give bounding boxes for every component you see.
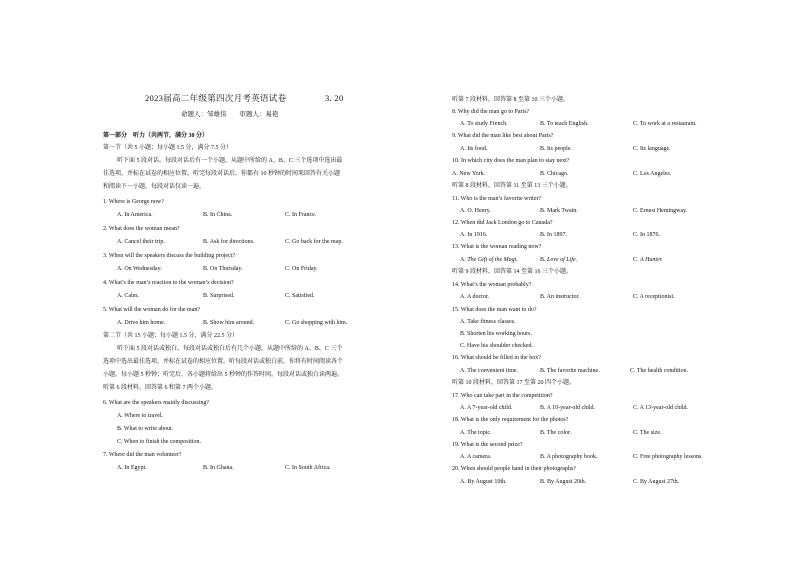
section1-title: 第一节（共 5 小题；每小题 1.5 分，满分 7.5 分） <box>103 145 233 151</box>
option-a: A. Where to travel. <box>117 413 164 419</box>
option-a: A. Its food. <box>460 146 488 152</box>
option-b: B. What to write about. <box>117 426 174 432</box>
option-c: C. In France. <box>285 212 317 218</box>
option-b: B. On Thursday. <box>203 266 243 272</box>
question-text: 16. What should be filled in the box? <box>452 355 541 361</box>
option-c: C. To work at a restaurant. <box>633 121 697 127</box>
question-text: 14. What’s the woman probably? <box>452 282 532 288</box>
question-text: 18. What is the only requirement for the photos? <box>452 417 569 423</box>
listen-instruction: 听第 9 段材料，回答第 14 至第 16 三个小题。 <box>452 269 573 275</box>
question-text: 5. What will the woman do for the man? <box>103 307 201 313</box>
part1-title: 第一部分 听力（共两节，满分 30 分） <box>103 133 209 139</box>
option-c: C. Satisfied. <box>285 293 315 299</box>
listen-instruction: 听第 7 段材料，回答第 8 至第 10 三个小题。 <box>452 97 570 103</box>
option-a: A. By August 10th. <box>460 479 507 485</box>
option-c: C. On Friday. <box>285 266 318 272</box>
question-text: 19. What is the second prize? <box>452 442 523 448</box>
option-a: A. In Egypt. <box>117 465 147 471</box>
question-text: 1. Where is George now? <box>103 199 164 205</box>
option-a: A. The topic. <box>460 430 492 436</box>
option-b: B. Shorten his working hours. <box>460 331 532 337</box>
question-text: 10. In which city does the man plan to stay next? <box>452 158 570 164</box>
option-b: B. An instructor. <box>540 294 580 300</box>
option-c: C. Have his shoulder checked. <box>460 343 533 349</box>
exam-title: 2023届高二年级第四次月考英语试卷 <box>145 93 287 103</box>
option-a: A. In America. <box>117 212 153 218</box>
option-c: C. In 1876. <box>633 232 660 238</box>
option-b: B. By August 20th. <box>540 479 587 485</box>
question-text: 8. Why did the man go to Paris? <box>452 109 530 115</box>
question-text: 20. When should people hand in their photographs? <box>452 466 576 472</box>
option-c: C. A Hunter. <box>633 257 663 263</box>
option-b: B. In China. <box>203 212 233 218</box>
question-text: 6. What are the speakers mainly discussing? <box>103 400 210 406</box>
option-b: B. Chicago. <box>540 171 569 177</box>
option-b: B. In Ghana. <box>203 465 234 471</box>
option-c: C. Free photography lessons. <box>633 454 703 460</box>
option-c: C. The health condition. <box>630 368 689 374</box>
option-c: C. A 13-year-old child. <box>633 405 689 411</box>
option-a: A. Drive him home. <box>117 320 166 326</box>
question-text: 17. Who can take part in the competition? <box>452 393 553 399</box>
question-text: 13. What is the woman reading now? <box>452 244 542 250</box>
section2-title: 第二节（共 15 小题；每小题 1.5 分，满分 22.5 分） <box>103 333 239 339</box>
option-b: B. Its people. <box>540 146 572 152</box>
option-a: A. Calm. <box>117 293 139 299</box>
option-b: B. A photography book. <box>540 454 598 460</box>
option-a: A. The convenient time. <box>460 368 519 374</box>
question-text: 3. When will the speakers discuss the building project? <box>103 253 236 259</box>
option-a: A. A doctor. <box>460 294 490 300</box>
question-text: 12. When did Jack London go to Canada? <box>452 220 553 226</box>
option-c: C. Ernest Hemingway. <box>633 208 688 214</box>
option-a: A. To study French. <box>460 121 508 127</box>
option-b: B. The favorite machine. <box>540 368 600 374</box>
option-b: B. To teach English. <box>540 121 589 127</box>
listen-instruction: 听第 10 段材料，回答第 17 至第 20 四个小题。 <box>452 380 576 386</box>
section2-instruction-line: 小题，每小题 5 秒钟；听完后，各小题将给出 5 秒钟的作答时间。每段对话或独白读两遍。 <box>103 372 344 378</box>
option-c: C. A receptionist. <box>633 294 675 300</box>
option-a: A. Cancel their trip. <box>117 239 165 245</box>
option-c: C. The size. <box>633 430 662 436</box>
listen-instruction: 听第 8 段材料，回答第 11 至第 13 三个小题。 <box>452 183 572 189</box>
option-a: A. New York. <box>452 171 486 177</box>
section1-instruction-line: 听下面 5 段对话。每段对话后有一个小题，从题中所给的 A、B、C 三个选项中选出最 <box>117 158 343 164</box>
question-text: 7. Where did the man volunteer? <box>103 452 182 458</box>
option-a: A. O. Henry. <box>460 208 491 214</box>
section2-instruction-line: 听下面 5 段对话或独白。每段对话或独白后有几个小题，从题中所给的 A、B、C 三个 <box>117 346 343 352</box>
question-text: 11. Who is the man’s favorite writer? <box>452 196 542 202</box>
section1-instruction-line: 和阅读下一小题。每段对话仅读一遍。 <box>103 184 206 190</box>
option-a: A. Take fitness classes. <box>460 319 516 325</box>
option-b: B. Mark Twain. <box>540 208 578 214</box>
option-c: C. When to finish the composition. <box>117 439 202 445</box>
exam-date: 3. 20 <box>325 93 344 103</box>
option-b: B. A 10-year-old child. <box>540 405 596 411</box>
option-b: B. Love of Life. <box>540 257 578 263</box>
question-text: 9. What did the man like best about Paris? <box>452 133 554 139</box>
question-text: 2. What does the woman mean? <box>103 226 180 232</box>
question-text: 15. What does the man want to do? <box>452 307 537 313</box>
option-a: A. In 1916. <box>460 232 488 238</box>
option-a: A. A 7-year-old child. <box>460 405 513 411</box>
option-c: C. Its language. <box>633 146 671 152</box>
section1-instruction-line: 佳选项，并标在试卷的相应位置。听完每段对话后，你都有 10 秒钟的时间来回答有关小题 <box>103 171 341 177</box>
section2-instruction-line: 选项中选出最佳选项，并标在试卷的相应位置。听每段对话或独白前，你将有时间阅读各个 <box>103 359 344 365</box>
option-c: C. Go back for the map. <box>285 239 343 245</box>
option-b: B. In 1897. <box>540 232 567 238</box>
exam-authors: 命题人：邹雄伟 审题人：易艳 <box>181 111 279 118</box>
option-b: B. Ask for directions. <box>203 239 255 245</box>
option-b: B. Surprised. <box>203 293 235 299</box>
option-b: B. The color. <box>540 430 572 436</box>
option-a: A. On Wednesday. <box>117 266 162 272</box>
option-c: C. Los Angeles. <box>633 171 672 177</box>
option-c: C. In South Africa. <box>285 465 331 471</box>
option-a: A. A camera. <box>460 454 492 460</box>
option-c: C. By August 27th. <box>633 479 680 485</box>
question-text: 4. What’s the man’s reaction to the woman’s decision? <box>103 280 234 286</box>
option-c: C. Go shopping with him. <box>285 320 348 326</box>
section2-instruction-line: 听第 6 段材料，回答第 6 和第 7 两个小题。 <box>103 385 218 391</box>
option-b: B. Show him around. <box>203 320 255 326</box>
option-a: A. The Gift of the Magi. <box>460 257 518 263</box>
